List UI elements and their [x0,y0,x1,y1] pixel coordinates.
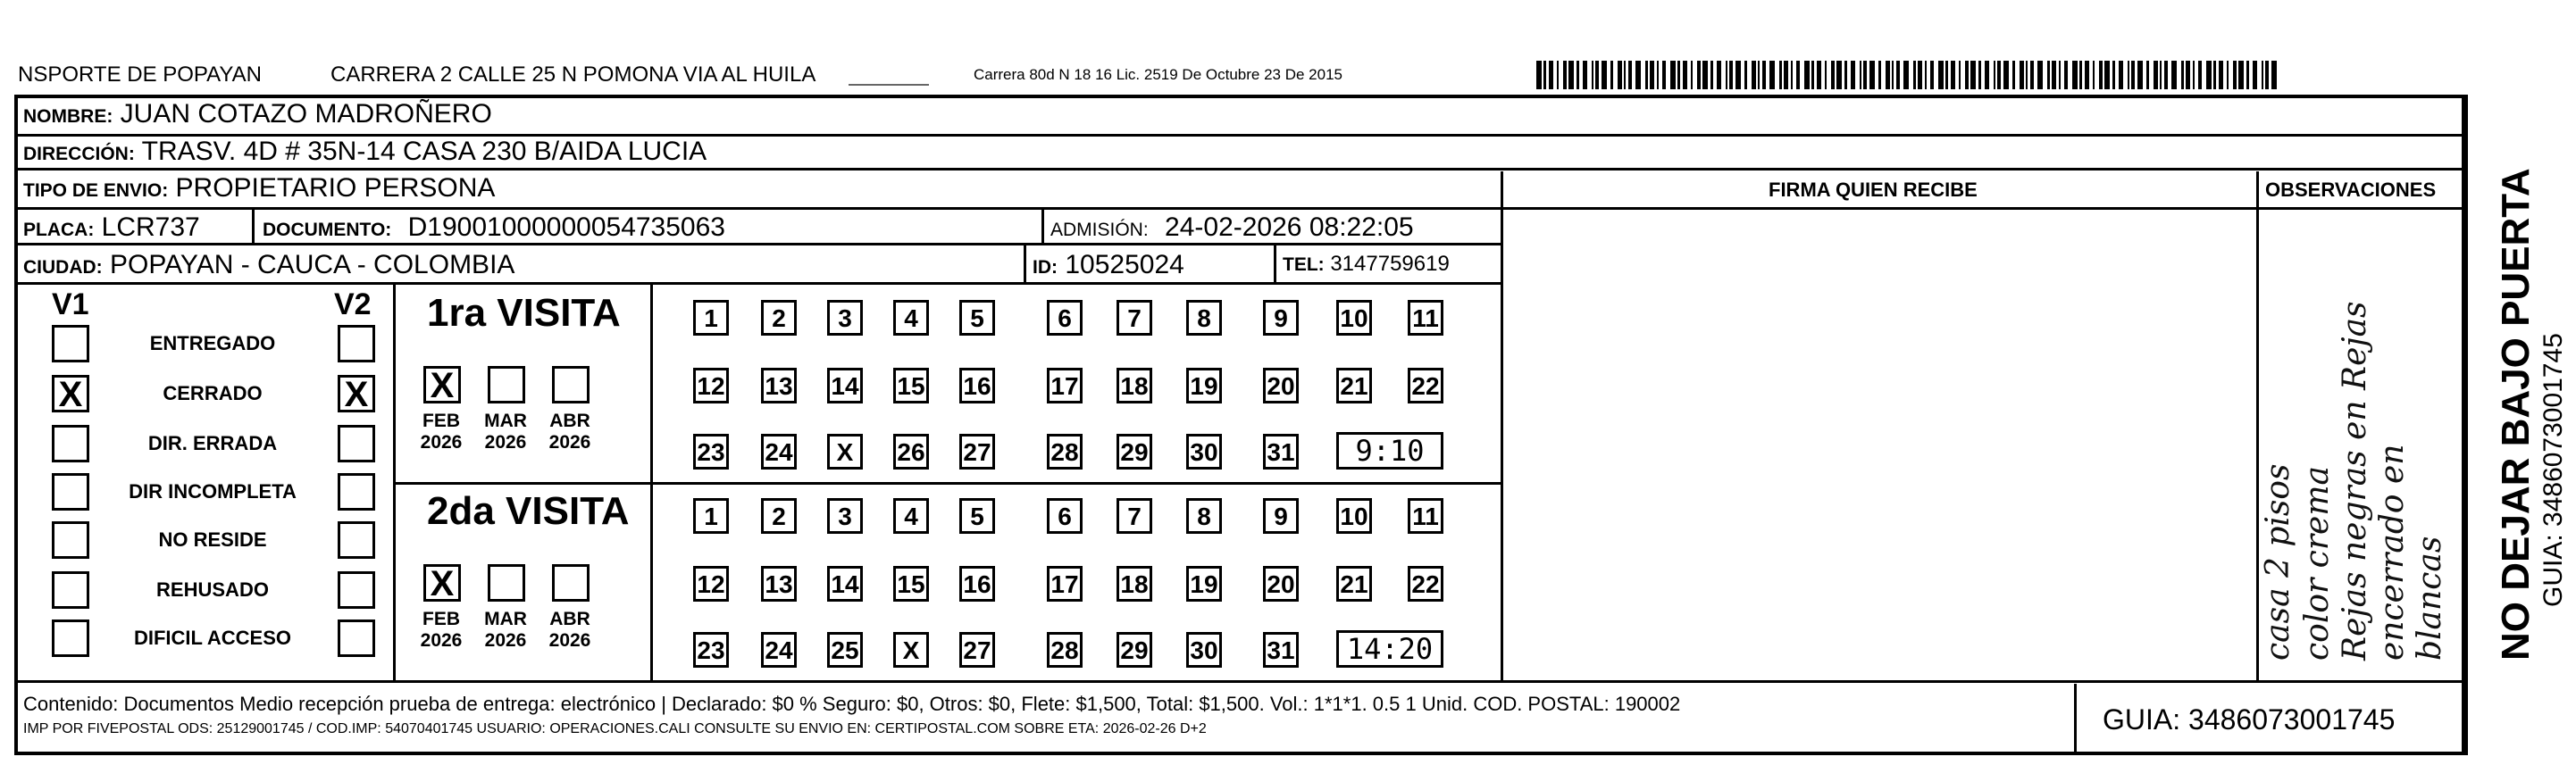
barcode-bar [1536,61,1542,89]
license-text: Carrera 80d N 18 16 Lic. 2519 De Octubre 23 De 2015 [974,66,1342,83]
day-box[interactable]: 23 [693,434,729,470]
v1-checkbox[interactable] [52,571,89,609]
v2-checkbox[interactable] [338,619,375,657]
barcode-bar [2253,61,2257,89]
barcode-bar [2003,61,2009,89]
barcode-bar [1710,61,1713,89]
documento-value: D19001000000054735063 [407,212,725,242]
barcode-bar [2128,61,2129,89]
barcode-bar [1836,61,1842,89]
visit1-month-label: MAR 2026 [484,411,527,453]
v1-checkbox[interactable] [52,521,89,559]
barcode-bar [1938,61,1944,89]
v2-checkbox[interactable] [338,325,375,362]
day-box[interactable]: 3 [827,300,863,336]
day-box[interactable]: 24 [761,434,797,470]
barcode-bar [1825,61,1827,89]
barcode-bar [1602,61,1607,89]
observacion-line: color crema [2299,466,2336,661]
signature-area[interactable] [1506,211,2253,678]
v2-mark: X [344,375,369,414]
day-box[interactable]: 7 [1117,300,1152,336]
barcode-bar [1762,61,1766,89]
day-box[interactable]: 6 [1047,498,1083,534]
day-box[interactable]: 10 [1336,300,1372,336]
day-box[interactable]: 10 [1336,498,1372,534]
side-warning-text: NO DEJAR BAJO PUERTA [2494,168,2538,661]
day-box[interactable]: 18 [1117,368,1152,403]
barcode-bar [1662,61,1666,89]
day-box[interactable]: 17 [1047,566,1083,602]
admision-field [1050,214,1414,241]
barcode-bar [1878,61,1881,89]
barcode-bar [1577,61,1579,89]
barcode-bar [2119,61,2123,89]
visit2-month-mark: X [430,564,455,603]
day-box[interactable]: 12 [693,566,729,602]
day-box[interactable]: 29 [1117,434,1152,470]
barcode-bar [2213,61,2216,89]
barcode-bar [2227,61,2229,89]
barcode-bar [2131,61,2135,89]
barcode-bar [2037,61,2043,89]
barcode-bar [2219,61,2223,89]
barcode-bar [1618,61,1622,89]
day-box[interactable]: 18 [1117,566,1152,602]
barcode-bar [1930,61,1934,89]
barcode-bar [2020,61,2024,89]
v2-checkbox[interactable] [338,521,375,559]
day-box[interactable]: 29 [1117,632,1152,668]
logo-icon [849,66,929,86]
visit1-month-label: FEB 2026 [420,411,463,453]
day-box[interactable]: 27 [959,632,995,668]
day-box[interactable]: 12 [693,368,729,403]
day-box[interactable]: 1 [693,300,729,336]
barcode-bar [1610,61,1613,89]
day-box[interactable]: 24 [761,632,797,668]
day-box[interactable]: 2 [761,300,797,336]
day-box[interactable]: 30 [1186,632,1222,668]
barcode-bar [1997,61,2001,89]
barcode-bar [1951,61,1955,89]
barcode-bar [1913,61,1916,89]
day-box[interactable]: 30 [1186,434,1222,470]
barcode-bar [2154,61,2158,89]
visit1-month-mark: X [430,366,455,405]
visit2-title: 2da VISITA [427,489,630,533]
barcode-bar [2030,61,2034,89]
documento-label: DOCUMENTO: [263,220,392,240]
v1-mark: X [58,375,83,414]
visit1-month-checkbox[interactable] [488,366,525,403]
visit2-time: 14:20 [1336,630,1443,668]
barcode-bar [1844,61,1847,89]
day-box[interactable]: 8 [1186,498,1222,534]
day-box[interactable]: 9 [1263,300,1299,336]
day-box[interactable]: 13 [761,368,797,403]
barcode-bar [1779,61,1782,89]
day-box[interactable]: 23 [693,632,729,668]
barcode-bar [1635,61,1641,89]
barcode-icon [1536,61,2287,89]
barcode-bar [2026,61,2028,89]
admision-value: 24-02-2026 08:22:05 [1165,212,1414,242]
v2-checkbox[interactable] [338,473,375,511]
barcode-bar [1729,61,1733,89]
barcode-bar [2246,61,2249,89]
barcode-bar [1726,61,1727,89]
observacion-line: encerrado en [2374,444,2411,661]
barcode-bar [2206,61,2212,89]
barcode-bar [1784,61,1788,89]
id-label: ID: [1033,257,1058,278]
barcode-bar [2198,61,2202,89]
day-box[interactable]: 13 [761,566,797,602]
barcode-bar [1863,61,1867,89]
tel-label: TEL: [1283,254,1325,275]
barcode-bar [1925,61,1927,89]
day-box[interactable]: 2 [761,498,797,534]
barcode-bar [2137,61,2143,89]
barcode-bar [1683,61,1687,89]
barcode-bar [2012,61,2015,89]
day-box[interactable]: 28 [1047,632,1083,668]
barcode-bar [1752,61,1756,89]
barcode-bar [1563,61,1567,89]
barcode-bar [2233,61,2237,89]
barcode-bar [2160,61,2162,89]
barcode-bar [1811,61,1814,89]
direccion-label: DIRECCIÓN: [23,144,135,164]
v1-checkbox[interactable] [52,473,89,511]
barcode-bar [1677,61,1680,89]
visit1-title: 1ra VISITA [427,291,621,335]
status-label: CERRADO [163,382,263,404]
footer-guia: GUIA: 3486073001745 [2103,703,2396,736]
day-box[interactable]: 31 [1263,632,1299,668]
day-box[interactable]: 15 [893,566,929,602]
day-box[interactable]: 22 [1408,566,1443,602]
barcode-bar [1804,61,1810,89]
barcode-bar [2262,61,2263,89]
visit1-month-checkbox[interactable] [552,366,590,403]
day-box[interactable]: 21 [1336,566,1372,602]
barcode-bar [2164,61,2168,89]
barcode-bar [2064,61,2068,89]
barcode-bar [1892,61,1894,89]
barcode-bar [1549,61,1553,89]
barcode-bar [2085,61,2089,89]
placa-field [23,214,200,241]
v1-checkbox[interactable] [52,325,89,362]
v1-checkbox[interactable] [52,425,89,462]
day-box[interactable]: 26 [893,434,929,470]
v2-checkbox[interactable] [338,425,375,462]
tipo-value: PROPIETARIO PERSONA [175,173,496,203]
footer-line2: IMP POR FIVEPOSTAL ODS: 25129001745 / COD.IMP: 54070401745 USUARIO: OPERACIONES.CALI CONSULTE SU ENVIO EN: CERTIPOSTAL.COM SOBRE ETA: 2026-02-26 D+2 [23,721,1207,736]
documento-field [263,214,725,241]
barcode-bar [1702,61,1708,89]
visit1-day-mark[interactable]: X [827,434,863,470]
day-box[interactable]: 6 [1047,300,1083,336]
barcode-bar [2265,61,2269,89]
company-name: NSPORTE DE POPAYAN [18,62,262,87]
barcode-bar [1543,61,1546,89]
barcode-bar [1791,61,1793,89]
barcode-bar [1628,61,1632,89]
barcode-bar [2238,61,2244,89]
v1-checkbox[interactable] [52,375,89,412]
day-box[interactable]: 17 [1047,368,1083,403]
barcode-bar [1796,61,1800,89]
day-box[interactable]: 5 [959,498,995,534]
barcode-bar [1758,61,1760,89]
barcode-bar [2171,61,2177,89]
visit2-month-checkbox[interactable] [423,564,461,602]
barcode-bar [1624,61,1626,89]
ciudad-label: CIUDAD: [23,257,103,278]
status-label: REHUSADO [156,578,269,601]
barcode-bar [1650,61,1654,89]
company-address: CARRERA 2 CALLE 25 N POMONA VIA AL HUILA [330,62,816,87]
visit2-month-label: FEB 2026 [420,609,463,652]
day-box[interactable]: 31 [1263,434,1299,470]
barcode-bar [2099,61,2103,89]
firma-header: FIRMA QUIEN RECIBE [1769,179,1978,201]
barcode-bar [1657,61,1659,89]
barcode-bar [2186,61,2190,89]
status-label: ENTREGADO [149,332,276,354]
visit2-month-label: MAR 2026 [484,609,527,652]
barcode-bar [1896,61,1900,89]
tel-field [1283,254,1450,275]
barcode-bar [1670,61,1676,89]
placa-label: PLACA: [23,220,95,240]
barcode-bar [1959,61,1961,89]
barcode-bar [1735,61,1741,89]
barcode-bar [1744,61,1747,89]
barcode-bar [1769,61,1775,89]
day-box[interactable]: 11 [1408,300,1443,336]
day-box[interactable]: 16 [959,368,995,403]
day-box[interactable]: 28 [1047,434,1083,470]
barcode-bar [1994,61,1995,89]
barcode-bar [1886,61,1890,89]
nombre-field [23,101,492,128]
day-box[interactable]: 19 [1186,566,1222,602]
visit1-month-label: ABR 2026 [548,411,591,453]
observacion-line: Rejas negras en Rejas [2337,301,2373,661]
barcode-bar [1592,61,1593,89]
visit2-month-checkbox[interactable] [552,564,590,602]
status-label: NO RESIDE [158,528,267,551]
day-box[interactable]: 15 [893,368,929,403]
barcode-bar [2112,61,2115,89]
nombre-value: JUAN COTAZO MADROÑERO [120,99,492,129]
barcode-bar [1817,61,1821,89]
barcode-bar [1965,61,1969,89]
visit2-day-mark[interactable]: X [893,632,929,668]
barcode-bar [2193,61,2195,89]
placa-value: LCR737 [101,212,200,242]
barcode-bar [1918,61,1922,89]
barcode-bar [1691,61,1693,89]
barcode-bar [2059,61,2061,89]
barcode-bar [1978,61,1981,89]
visit1-time: 9:10 [1336,432,1443,470]
day-box[interactable]: 11 [1408,498,1443,534]
barcode-bar [1568,61,1574,89]
tel-value: 3147759619 [1330,252,1450,276]
observacion-line: casa 2 pisos [2260,463,2296,661]
day-box[interactable]: 4 [893,498,929,534]
day-box[interactable]: 9 [1263,498,1299,534]
footer-line1: Contenido: Documentos Medio recepción prueba de entrega: electrónico | Declarado: $0 % Seguro: $0, Otros: $0, Flete: $1,500, Total: $1,500. Vol.: 1*1*1. 0.5 1 Unid. COD. POSTAL: 190002 [23,693,1681,715]
day-box[interactable]: 25 [827,632,863,668]
v1-label: V1 [52,287,89,321]
barcode-bar [1985,61,1989,89]
day-box[interactable]: 20 [1263,566,1299,602]
visit2-month-checkbox[interactable] [488,564,525,602]
barcode-bar [1645,61,1648,89]
barcode-bar [1903,61,1909,89]
day-box[interactable]: 14 [827,566,863,602]
day-box[interactable]: 27 [959,434,995,470]
barcode-bar [2047,61,2050,89]
barcode-bar [1945,61,1948,89]
barcode-bar [1583,61,1587,89]
day-box[interactable]: 14 [827,368,863,403]
barcode-bar [2093,61,2095,89]
visit2-month-label: ABR 2026 [548,609,591,652]
v2-checkbox[interactable] [338,571,375,609]
barcode-bar [1717,61,1721,89]
day-box[interactable]: 3 [827,498,863,534]
day-box[interactable]: 5 [959,300,995,336]
observacion-line: blancas [2412,536,2448,661]
barcode-bar [2271,61,2277,89]
barcode-bar [1869,61,1875,89]
day-box[interactable]: 19 [1186,368,1222,403]
ciudad-value: POPAYAN - CAUCA - COLOMBIA [110,250,515,279]
barcode-bar [2181,61,2184,89]
status-label: DIFICIL ACCESO [133,627,291,649]
barcode-bar [2146,61,2149,89]
direccion-value: TRASV. 4D # 35N-14 CASA 230 B/AIDA LUCIA [141,137,707,166]
barcode-bar [2072,61,2078,89]
v2-label: V2 [334,287,372,321]
day-box[interactable]: 4 [893,300,929,336]
day-box[interactable]: 21 [1336,368,1372,403]
day-box[interactable]: 8 [1186,300,1222,336]
barcode-bar [1831,61,1835,89]
direccion-field [23,138,707,165]
barcode-bar [1970,61,1976,89]
day-box[interactable]: 22 [1408,368,1443,403]
v1-checkbox[interactable] [52,619,89,657]
status-label: DIR INCOMPLETA [129,480,297,503]
day-box[interactable]: 20 [1263,368,1299,403]
barcode-bar [1595,61,1599,89]
v2-checkbox[interactable] [338,375,375,412]
tipo-label: TIPO DE ENVIO: [23,180,169,201]
status-label: DIR. ERRADA [147,432,278,454]
barcode-bar [1851,61,1855,89]
barcode-bar [2052,61,2056,89]
ciudad-field [23,252,514,279]
id-field [1033,252,1184,279]
id-value: 10525024 [1065,250,1184,279]
side-guia-text: GUIA: 3486073001745 [2538,333,2568,607]
barcode-bar [1697,61,1701,89]
day-box[interactable]: 7 [1117,498,1152,534]
visit1-month-checkbox[interactable] [423,366,461,403]
observaciones-header: OBSERVACIONES [2265,179,2437,201]
admision-label: ADMISIÓN: [1050,220,1149,240]
tipo-field [23,175,495,202]
day-box[interactable]: 1 [693,498,729,534]
barcode-bar [2079,61,2082,89]
barcode-bar [2104,61,2110,89]
nombre-label: NOMBRE: [23,106,113,127]
day-box[interactable]: 16 [959,566,995,602]
barcode-bar [1557,61,1559,89]
barcode-bar [1860,61,1861,89]
